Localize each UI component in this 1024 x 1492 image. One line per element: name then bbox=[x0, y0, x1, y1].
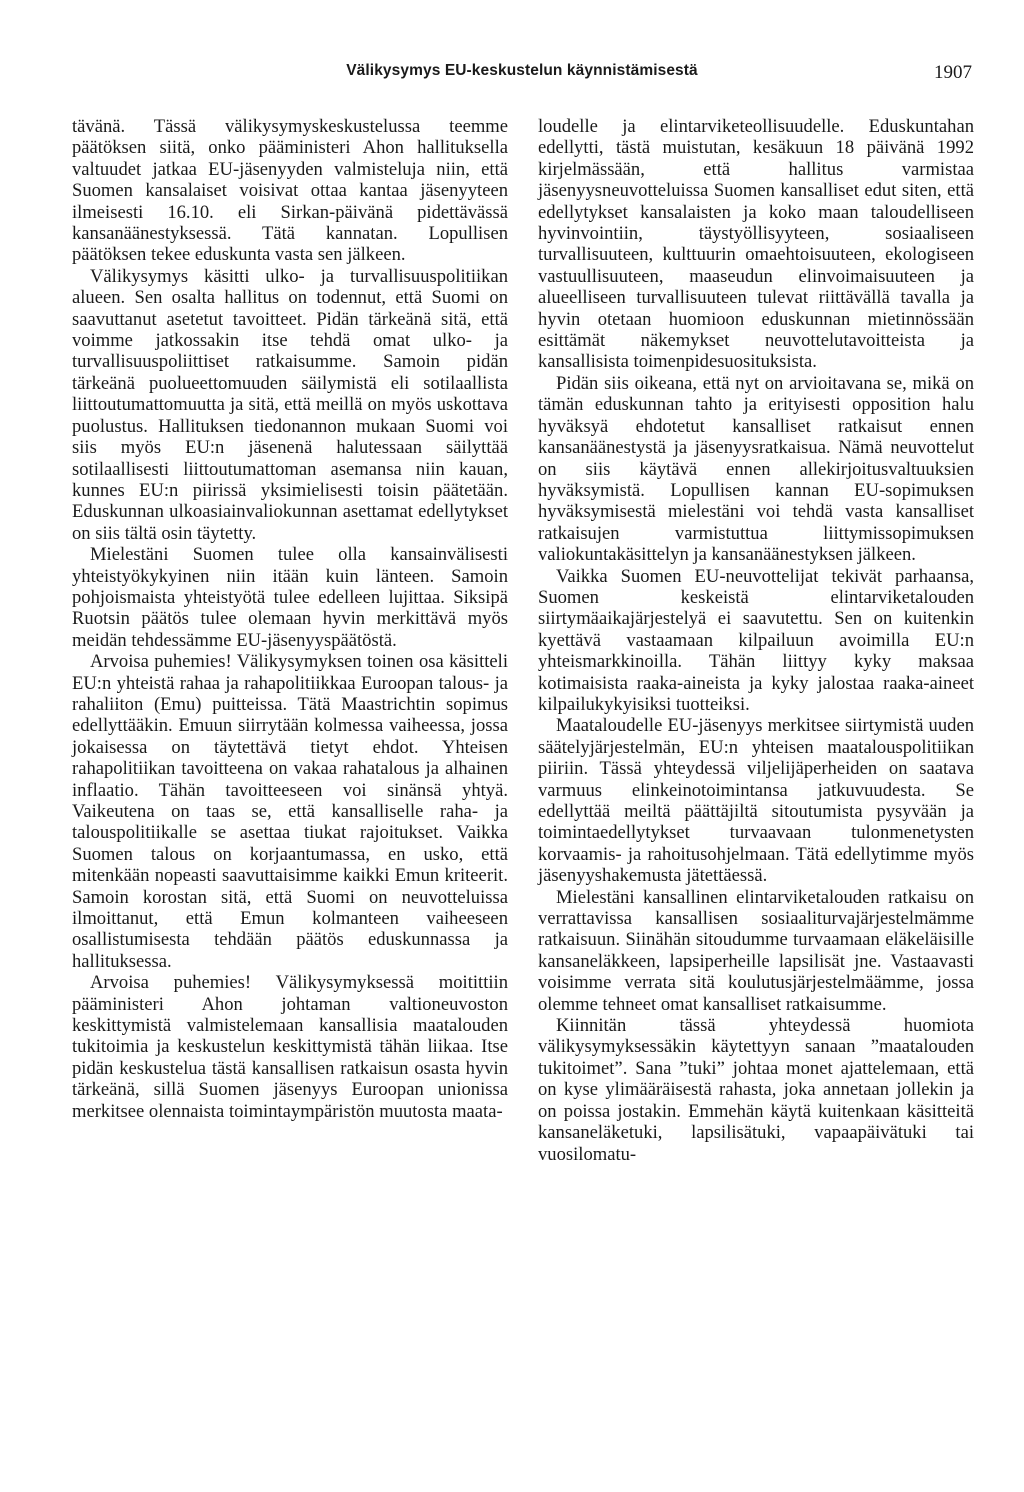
paragraph: Arvoisa puhemies! Välikysymyksessä moitittiin pääministeri Ahon johtaman valtioneuvoston keskittymistä valmistelemaan kansallisia maatalouden tukitoimia ja keskustelun keskittymistä tähän liikaa. Itse pidän keskustelua tästä kansallisen ratkaisun osasta hyvin tärkeänä, sillä Suomen jäsenyys Euroopan unionissa merkitsee olennaista toimintaympäristön muutosta maata- bbox=[72, 972, 508, 1122]
paragraph: Pidän siis oikeana, että nyt on arvioitavana se, mikä on tämän eduskunnan tahto ja erityisesti opposition halu hyväksyä ehdotetut kansalliset ratkaisut ennen kansanäänestystä ja jäsenyysratkaisua. Nämä neuvottelut on siis käytävä ennen allekirjoitusvaltuuksien hyväksymistä. Lopullisen kannan EU-sopimuksen hyväksymisestä mielestäni voi tehdä vasta kansalliset ratkaisujen varmistuttua liittymissopimuksen valiokuntakäsittelyn ja kansanäänestyksen jälkeen. bbox=[538, 372, 974, 566]
paragraph: Arvoisa puhemies! Välikysymyksen toinen osa käsitteli EU:n yhteistä rahaa ja rahapolitiikkaa Euroopan talous- ja rahaliiton (Emu) puitteissa. Tätä Maastrichtin sopimus edellyttääkin. Emuun siirrytään kolmessa vaiheessa, jossa jokaisessa on täytettävä tietyt ehdot. Yhteisen rahapolitiikan tavoitteena on vakaa rahatalous ja alhainen inflaatio. Tähän tavoitteeseen voi sinänsä yhtyä. Vaikeutena on taas se, että kansalliselle raha- ja talouspolitiikalle se asettaa tiukat rajoitukset. Vaikka Suomen talous on korjaantumassa, en usko, että mitenkään nopeasti saavuttaisimme kaikki Emun kriteerit. Samoin korostan sitä, että Suomi on neuvotteluissa ilmoittanut, että Emun kolmanteen vaiheeseen osallistumisesta tehdään päätös eduskunnassa ja hallituksessa. bbox=[72, 651, 508, 972]
page-header bbox=[72, 62, 972, 86]
paragraph: Maataloudelle EU-jäsenyys merkitsee siirtymistä uuden säätelyjärjestelmän, EU:n yhteisen maatalouspolitiikan piiriin. Tässä yhteydessä viljelijäperheiden on saatava varmuus elinkeinotoimintansa jatkuvuudesta. Se edellyttää meiltä päättäjiltä sitoutumista pysyvään ja toimintaedellytykset turvaavaan tulonmenetysten korvaamis- ja rahoitusohjelmaan. Tätä edellytimme myös jäsenyyshakemusta jätettäessä. bbox=[538, 715, 974, 887]
paragraph: Mielestäni Suomen tulee olla kansainvälisesti yhteistyökykyinen niin itään kuin länteen. Samoin pohjoismaista yhteistyötä tulee edelleen lujittaa. Siksipä Ruotsin päätös tulee olemaan hyvin merkittävä myös meidän tehdessämme EU-jäsenyyspäätöstä. bbox=[72, 544, 508, 651]
left-column bbox=[72, 116, 508, 1122]
paragraph: loudelle ja elintarviketeollisuudelle. Eduskuntahan edellytti, tästä muistutan, kesäkuun 18 päivänä 1992 kirjelmässään, että hallitus varmistaa jäsenyysneuvotteluissa Suomen kansalliset edut siten, että edellytykset kansalaisten ja koko maan taloudelliseen hyvinvointiin, täystyöllisyyteen, sosiaaliseen turvallisuuteen, kulttuurin omaehtoisuuteen, ekologiseen vastuullisuuteen, maaseudun elinvoimaisuuteen ja alueelliseen turvallisuuteen tulevat riittävällä tavalla ja hyvin otetaan huomioon eduskunnan mietinnössään esittämät näkemykset neuvottelutavoitteista ja kansallisista toimenpidesuosituksista. bbox=[538, 116, 974, 373]
body-columns bbox=[72, 116, 972, 1456]
paragraph: Välikysymys käsitti ulko- ja turvallisuuspolitiikan alueen. Sen osalta hallitus on todennut, että Suomi on saavuttanut asetetut tavoitteet. Pidän tärkeänä sitä, että voimme jatkossakin itse tehdä omat ulko- ja turvallisuuspoliittiset ratkaisumme. Samoin pidän tärkeänä puolueettomuuden säilymistä eli sotilaallista liittoutumattomuutta ja sitä, että meillä on myös uskottava puolustus. Hallituksen tiedonannon mukaan Suomi voi siis myös EU:n jäsenenä halutessaan säilyttää sotilaallisesti liittoutumattoman asemansa niin kauan, kunnes EU:n piirissä yksimielisesti toisin päätetään. Eduskunnan ulkoasiainvaliokunnan asettamat edellytykset on siis tältä osin täytetty. bbox=[72, 265, 508, 544]
running-head: Välikysymys EU-keskustelun käynnistämisestä bbox=[346, 62, 698, 79]
paragraph: Mielestäni kansallinen elintarviketalouden ratkaisu on verrattavissa kansallisen sosiaaliturvajärjestelmämme ratkaisuun. Siinähän sitoudumme turvaamaan eläkeläisille kansaneläkkeen, lapsiperheille lapsilisät jne. Vastaavasti voisimme verrata sitä koulutusjärjestelmäämme, jossa olemme tehneet omat kansalliset ratkaisumme. bbox=[538, 886, 974, 1015]
right-column bbox=[538, 116, 974, 1165]
paragraph: tävänä. Tässä välikysymyskeskustelussa teemme päätöksen siitä, onko pääministeri Ahon hallituksella valtuudet jatkaa EU-jäsenyyden valmisteluja niin, että Suomen kansalaiset voisivat ottaa kantaa jäsenyyteen ilmeisesti 16.10. eli Sirkan-päivänä pidettävässä kansanäänestyksessä. Tätä kannatan. Lopullisen päätöksen tekee eduskunta vasta sen jälkeen. bbox=[72, 116, 508, 266]
paragraph: Kiinnitän tässä yhteydessä huomiota välikysymyksessäkin käytettyyn sanaan ”maatalouden tukitoimet”. Sana ”tuki” johtaa monet ajattelemaan, että on kyse ylimääräisestä rahasta, joka annetaan jollekin ja on poissa jostakin. Emmehän käytä kuitenkaan käsitteitä kansaneläketuki, lapsilisätuki, vapaapäivätuki tai vuosilomatu- bbox=[538, 1015, 974, 1165]
paragraph: Vaikka Suomen EU-neuvottelijat tekivät parhaansa, Suomen keskeistä elintarviketalouden siirtymäaikajärjestelyä ei saavutettu. Sen on kuitenkin kyettävä vastaamaan kilpailuun avoimilla EU:n yhteismarkkinoilla. Tähän liittyy kyky maksaa kotimaisista raaka-aineista ja kyky jalostaa raaka-aineet kilpailukykyisiksi tuotteiksi. bbox=[538, 565, 974, 715]
page-number: 1907 bbox=[934, 62, 972, 83]
